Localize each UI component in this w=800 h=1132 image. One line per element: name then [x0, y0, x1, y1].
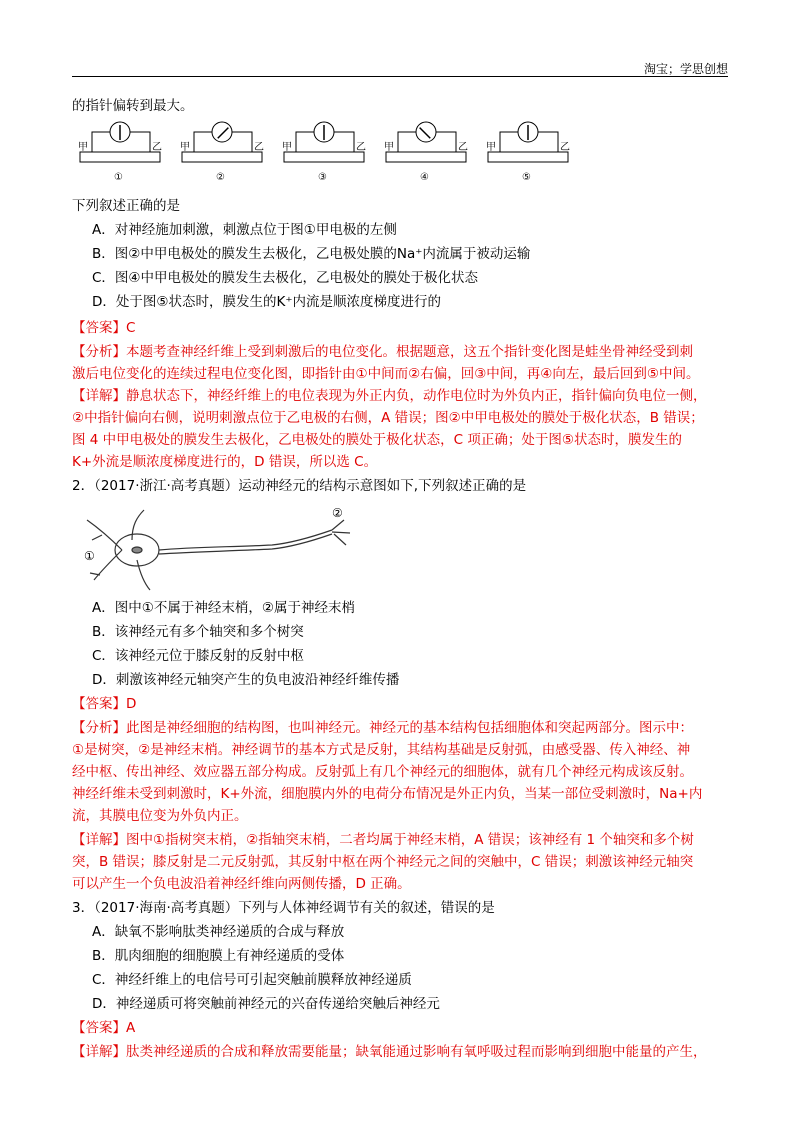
header-rule [72, 76, 728, 77]
header-brand: 淘宝；学思创想 [643, 62, 728, 76]
text-line: ②中指针偏向右侧，说明刺激点位于乙电极的右侧，A 错误；图②中甲电极处的膜处于极化状态，B 错误； [72, 410, 704, 426]
text-line: D．刺激该神经元轴突产生的负电波沿神经纤维传播 [92, 672, 400, 688]
electrode-label-left: 甲 [486, 142, 496, 153]
text-line: D．处于图⑤状态时，膜发生的K⁺内流是顺浓度梯度进行的 [92, 294, 441, 310]
galvanometer-figure [70, 120, 590, 190]
text-line: 流，其膜电位变为外负内正。 [72, 808, 248, 824]
text-line: 下列叙述正确的是 [72, 198, 180, 214]
text-line: 【答案】C [72, 320, 136, 336]
electrode-label-right: 乙 [458, 142, 468, 153]
galvanometer [386, 122, 466, 162]
electrode-label-right: 乙 [356, 142, 366, 153]
text-line: A．对神经施加刺激，刺激点位于图①甲电极的左侧 [92, 222, 397, 238]
text-line: 3．（2017·海南·高考真题）下列与人体神经调节有关的叙述，错误的是 [72, 900, 495, 916]
text-line: C．神经纤维上的电信号可引起突触前膜释放神经递质 [92, 972, 412, 988]
text-line: 的指针偏转到最大。 [72, 98, 194, 114]
label-2: ② [332, 506, 343, 520]
galvanometer [80, 122, 160, 162]
text-line: 2．（2017·浙江·高考真题）运动神经元的结构示意图如下,下列叙述正确的是 [72, 478, 527, 494]
text-line: 突，B 错误；膝反射是二元反射弧，其反射中枢在两个神经元之间的突触中，C 错误；刺激该神经元轴突 [72, 854, 694, 870]
text-line: 经中枢、传出神经、效应器五部分构成。反射弧上有几个神经元的细胞体，就有几个神经元构成该反射。 [72, 764, 693, 780]
figure-number: ① [114, 172, 123, 183]
electrode-label-left: 甲 [282, 142, 292, 153]
electrode-label-right: 乙 [152, 142, 162, 153]
text-line: 【答案】A [72, 1020, 136, 1036]
electrode-label-right: 乙 [560, 142, 570, 153]
text-line: 【详解】图中①指树突末梢，②指轴突末梢，二者均属于神经末梢，A 错误；该神经有 1 个轴突和多个树 [72, 832, 694, 848]
electrode-label-left: 甲 [78, 142, 88, 153]
neuron-figure [82, 505, 362, 595]
figure-number: ④ [420, 172, 429, 183]
text-line: 【分析】本题考查神经纤维上受到刺激后的电位变化。根据题意，这五个指针变化图是蛙坐骨神经受到刺 [72, 344, 693, 360]
text-line: 激后电位变化的连续过程电位变化图，即指针由①中间而②右偏，回③中间，再④向左，最后回到⑤中间。 [72, 366, 700, 382]
text-line: 【详解】静息状态下，神经纤维上的电位表现为外正内负，动作电位时为外负内正，指针偏向负电位一侧， [72, 388, 707, 404]
text-line: B．图②中甲电极处的膜发生去极化，乙电极处膜的Na⁺内流属于被动运输 [92, 246, 531, 262]
text-line: K+外流是顺浓度梯度进行的，D 错误，所以选 C。 [72, 454, 378, 470]
text-line: C．图④中甲电极处的膜发生去极化，乙电极处的膜处于极化状态 [92, 270, 479, 286]
text-line: 图 4 中甲电极处的膜发生去极化，乙电极处的膜处于极化状态，C 项正确；处于图⑤状态时，膜发生的 [72, 432, 682, 448]
text-line: C．该神经元位于膝反射的反射中枢 [92, 648, 304, 664]
text-line: A．图中①不属于神经末梢，②属于神经末梢 [92, 600, 355, 616]
electrode-label-left: 甲 [180, 142, 190, 153]
text-line: B．该神经元有多个轴突和多个树突 [92, 624, 304, 640]
text-line: 神经纤维未受到刺激时，K+外流，细胞膜内外的电荷分布情况是外正内负，当某一部位受刺激时，Na+内 [72, 786, 703, 802]
text-line: 【答案】D [72, 696, 137, 712]
text-line: D．神经递质可将突触前神经元的兴奋传递给突触后神经元 [92, 996, 440, 1012]
galvanometer [182, 122, 262, 162]
text-line: 【详解】肽类神经递质的合成和释放需要能量；缺氧能通过影响有氧呼吸过程而影响到细胞中能量的产生， [72, 1044, 707, 1060]
galvanometer [284, 122, 364, 162]
label-1: ① [84, 549, 95, 563]
text-line: 【分析】此图是神经细胞的结构图，也叫神经元。神经元的基本结构包括细胞体和突起两部分。图示中： [72, 720, 693, 736]
text-line: 可以产生一个负电波沿着神经纤维向两侧传播，D 正确。 [72, 876, 411, 892]
electrode-label-left: 甲 [384, 142, 394, 153]
text-line: B．肌肉细胞的细胞膜上有神经递质的受体 [92, 948, 345, 964]
electrode-label-right: 乙 [254, 142, 264, 153]
figure-number: ⑤ [522, 172, 531, 183]
figure-number: ② [216, 172, 225, 183]
figure-number: ③ [318, 172, 327, 183]
galvanometer [488, 122, 568, 162]
text-line: ①是树突，②是神经末梢。神经调节的基本方式是反射，其结构基础是反射弧，由感受器、传入神经、神 [72, 742, 691, 758]
text-line: A．缺氧不影响肽类神经递质的合成与释放 [92, 924, 345, 940]
